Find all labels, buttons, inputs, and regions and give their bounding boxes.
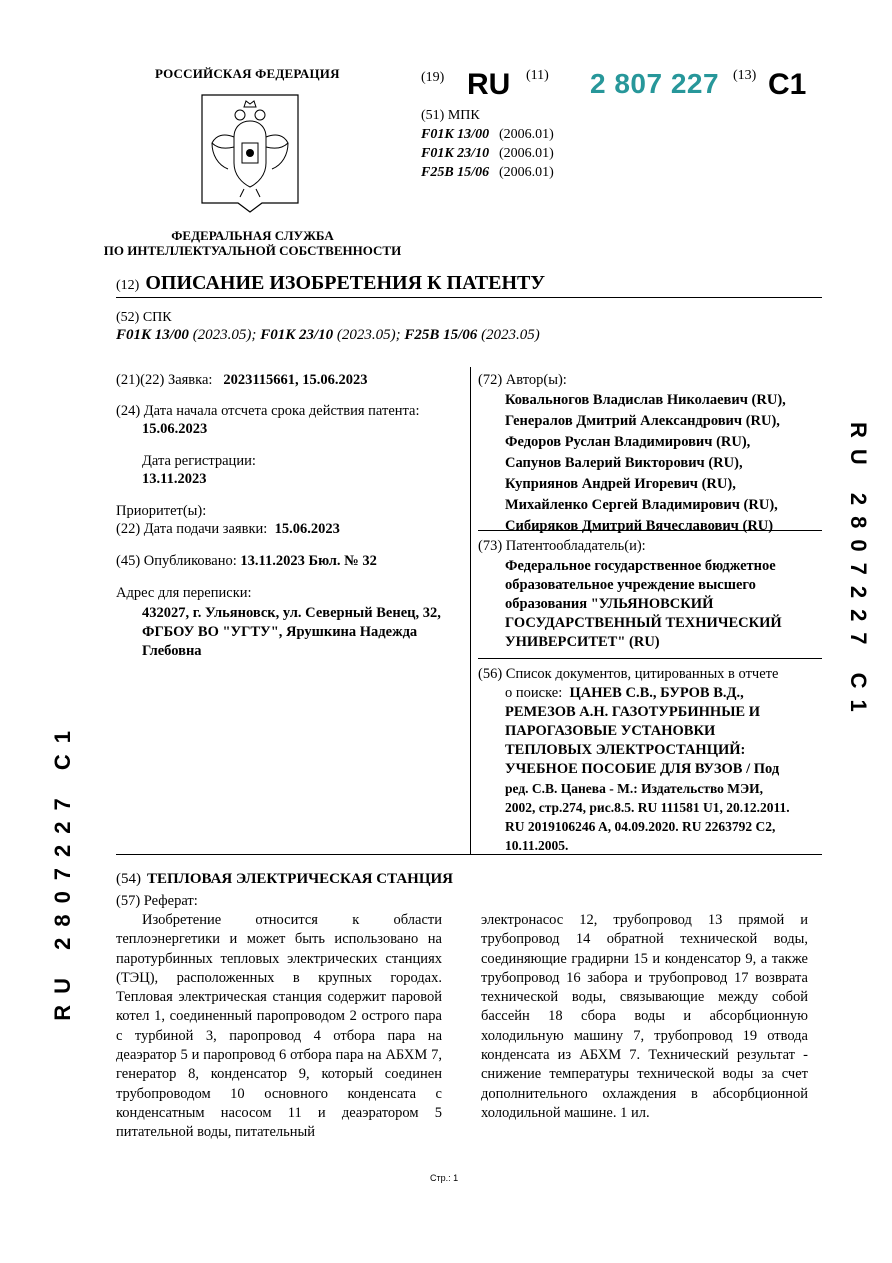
filing-date-label: (22) Дата подачи заявки: xyxy=(116,521,268,537)
cited-line: RU 2019106246 A, 04.09.2020. RU 2263792 C2, xyxy=(505,819,776,834)
application-value: 2023115661, 15.06.2023 xyxy=(223,372,368,388)
cited-line: ПАРОГАЗОВЫЕ УСТАНОВКИ xyxy=(505,723,716,739)
side-patent-number-right: RU 2807227 C1 xyxy=(846,422,871,723)
divider xyxy=(478,658,822,659)
authors-list xyxy=(505,390,786,537)
filing-date-field xyxy=(116,521,340,538)
patent-number: 2 807 227 xyxy=(590,68,720,99)
title-code: (12) xyxy=(116,278,140,293)
publication-label: (45) Опубликовано: xyxy=(116,553,237,569)
cited-line: ТЕПЛОВЫХ ЭЛЕКТРОСТАНЦИЙ: xyxy=(505,742,746,758)
address-line: ФГБОУ ВО "УГТУ", Ярушкина Надежда xyxy=(142,624,418,640)
author-item: Генералов Дмитрий Александрович (RU), xyxy=(505,413,780,429)
holder-line: Федеральное государственное бюджетное xyxy=(505,558,776,574)
spk-code: F01K 23/10 xyxy=(260,327,334,343)
cited-line: 10.11.2005. xyxy=(505,838,569,853)
page-number: Стр.: 1 xyxy=(430,1173,459,1183)
abstract-column-2: электронасос 12, трубопровод 13 прямой и трубопровод 14 обратной технической воды, соединяющие градирни 15 и конденсатор 9, а также трубопровод 16 забора и трубопровод 17 возврата технической воды, связывающие между собой бассейн 18 сбора воды и абсорбционную холодильную машину 7, трубопровод 19 отвода конденсата из АБХМ 7. Технический результат - снижение температуры технической воды за счет дополнительного охлаждения в абсорбционной холодильной машине. 1 ил. xyxy=(481,912,808,1121)
document-title xyxy=(116,272,545,295)
emblem-icon xyxy=(200,93,300,213)
divider xyxy=(478,530,822,531)
invention-title-text: ТЕПЛОВАЯ ЭЛЕКТРИЧЕСКАЯ СТАНЦИЯ xyxy=(147,871,454,887)
country-name: РОССИЙСКАЯ ФЕДЕРАЦИЯ xyxy=(155,66,340,81)
authors-label: (72) Автор(ы): xyxy=(478,372,567,388)
holder-line: УНИВЕРСИТЕТ" (RU) xyxy=(505,634,660,650)
invention-code: (54) xyxy=(116,871,141,887)
cited-label: (56) Список документов, цитированных в отчете xyxy=(478,666,779,682)
address-line: Глебовна xyxy=(142,643,202,659)
abstract-column-1: Изобретение относится к области теплоэнергетики и может быть использовано на паротурбинных тепловых электрических станциях (ТЭЦ), расположенных в крупных городах. Тепловая электрическая станция содержит паровой котел 1, соединенный паропроводом 2 острого пара с турбиной 3, паропровод 4 отбора пара на деаэратор 5 и паропровод 6 отбора пара на АБХМ 7, генератор 8, конденсатор 9, который соединен трубопроводом 10 основного конденсата с конденсатным насосом 11 и деаэратором 5 питательной воды, питательный xyxy=(116,912,442,1141)
application-label: (21)(22) Заявка: xyxy=(116,372,213,388)
mpk-year: (2006.01) xyxy=(499,146,554,161)
abstract-label: (57) Реферат: xyxy=(116,893,198,909)
mpk-label: (51) МПК xyxy=(421,108,480,123)
publication-field xyxy=(116,553,377,570)
address-label: Адрес для переписки: xyxy=(116,585,252,601)
spk-year: (2023.05); xyxy=(333,327,405,343)
column-divider xyxy=(470,367,471,854)
spk-year: (2023.05); xyxy=(188,327,261,343)
priority-label: Приоритет(ы): xyxy=(116,503,207,519)
mpk-year: (2006.01) xyxy=(499,165,554,180)
kind-code: C1 xyxy=(768,68,807,101)
agency-line-1: ФЕДЕРАЛЬНАЯ СЛУЖБА xyxy=(171,228,334,243)
mpk-year: (2006.01) xyxy=(499,127,554,142)
patent-holder-label: (73) Патентообладатель(и): xyxy=(478,538,646,554)
holder-line: ГОСУДАРСТВЕННЫЙ ТЕХНИЧЕСКИЙ xyxy=(505,615,782,631)
title-text: ОПИСАНИЕ ИЗОБРЕТЕНИЯ К ПАТЕНТУ xyxy=(145,272,546,294)
start-date-label: (24) Дата начала отсчета срока действия патента: xyxy=(116,403,420,419)
cited-line: 2002, стр.274, рис.8.5. RU 111581 U1, 20.12.2011. xyxy=(505,800,790,815)
agency-name xyxy=(95,228,410,258)
patent-holder xyxy=(505,557,815,652)
code-13: (13) xyxy=(733,68,757,83)
code-11: (11) xyxy=(526,68,549,83)
spk-codes xyxy=(116,327,540,344)
registration-label: Дата регистрации: xyxy=(142,453,256,469)
author-item: Куприянов Андрей Игоревич (RU), xyxy=(505,476,736,492)
mpk-row xyxy=(421,163,554,182)
mpk-code: F01K 13/00 xyxy=(421,127,490,142)
cited-line: ред. С.В. Цанева - М.: Издательство МЭИ, xyxy=(505,781,764,796)
author-item: Сибиряков Дмитрий Вячеславович (RU) xyxy=(505,518,774,534)
cited-line: УЧЕБНОЕ ПОСОБИЕ ДЛЯ ВУЗОВ / Под xyxy=(505,761,780,777)
author-item: Сапунов Валерий Викторович (RU), xyxy=(505,455,743,471)
author-item: Михайленко Сергей Владимирович (RU), xyxy=(505,497,778,513)
mpk-row xyxy=(421,125,554,144)
holder-line: образовательное учреждение высшего xyxy=(505,577,756,593)
country-code: RU xyxy=(467,68,511,101)
divider xyxy=(116,297,822,298)
publication-value: 13.11.2023 Бюл. № 32 xyxy=(240,553,377,569)
start-date-value: 15.06.2023 xyxy=(142,421,208,437)
mpk-code: F25B 15/06 xyxy=(421,165,490,180)
author-item: Федоров Руслан Владимирович (RU), xyxy=(505,434,751,450)
address-line: 432027, г. Ульяновск, ул. Северный Венец, 32, xyxy=(142,605,441,621)
spk-year: (2023.05) xyxy=(477,327,540,343)
holder-line: образования "УЛЬЯНОВСКИЙ xyxy=(505,596,714,612)
mpk-row xyxy=(421,144,554,163)
divider xyxy=(116,854,822,855)
cited-label-cont: о поиске: xyxy=(505,685,563,701)
cited-first-line xyxy=(478,684,818,703)
invention-title xyxy=(116,871,453,888)
address-value xyxy=(142,604,462,661)
cited-line: РЕМЕЗОВ А.Н. ГАЗОТУРБИННЫЕ И xyxy=(505,704,761,720)
mpk-block xyxy=(421,106,554,182)
author-item: Ковальногов Владислав Николаевич (RU), xyxy=(505,392,786,408)
cited-line: ЦАНЕВ С.В., БУРОВ В.Д., xyxy=(569,685,744,701)
application-field xyxy=(116,372,368,389)
filing-date-value: 15.06.2023 xyxy=(274,521,340,537)
side-patent-number-left: RU 2807227 C1 xyxy=(50,720,75,1021)
mpk-code: F01K 23/10 xyxy=(421,146,490,161)
spk-code: F01K 13/00 xyxy=(116,327,189,343)
agency-line-2: ПО ИНТЕЛЛЕКТУАЛЬНОЙ СОБСТВЕННОСТИ xyxy=(103,243,402,258)
registration-value: 13.11.2023 xyxy=(142,471,207,487)
code-19: (19) xyxy=(421,70,445,85)
spk-label: (52) СПК xyxy=(116,310,172,325)
cited-documents xyxy=(478,665,818,855)
spk-code: F25B 15/06 xyxy=(404,327,478,343)
